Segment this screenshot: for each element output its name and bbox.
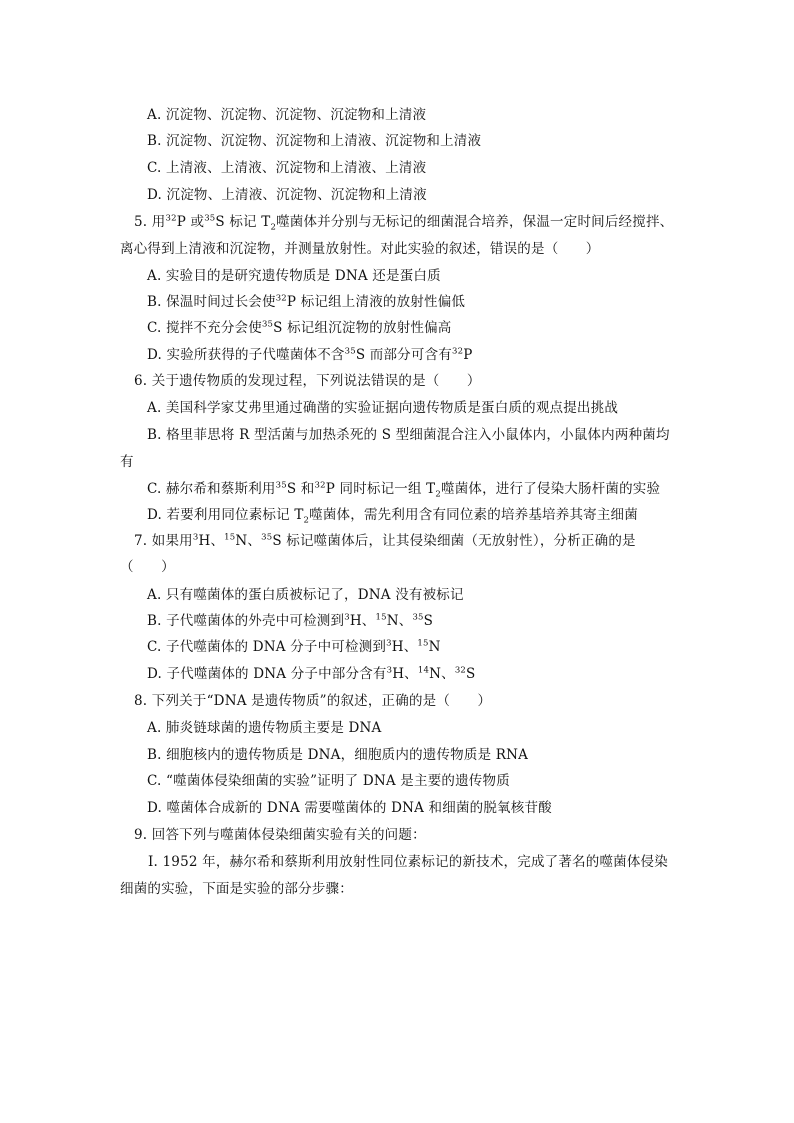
- q8-option-c: C. “噬菌体侵染细菌的实验”证明了 DNA 是主要的遗传物质: [147, 773, 510, 789]
- q8-stem: 8. 下列关于“DNA 是遗传物质”的叙述，正确的是（ ）: [134, 693, 492, 709]
- q5-option-d: D. 实验所获得的子代噬菌体不含$^{35}$S 而部分可含有$^{32}$P: [147, 346, 473, 363]
- q6-option-b-line1: B. 格里菲思将 R 型活菌与加热杀死的 S 型细菌混合注入小鼠体内，小鼠体内两种菌均: [147, 427, 670, 443]
- q5-option-c: C. 搅拌不充分会使$^{35}$S 标记组沉淀物的放射性偏高: [147, 319, 452, 336]
- q8-option-a: A. 肺炎链球菌的遗传物质主要是 DNA: [147, 720, 382, 736]
- q5-option-b: B. 保温时间过长会使$^{32}$P 标记组上清液的放射性偏低: [147, 293, 466, 310]
- q7-option-d: D. 子代噬菌体的 DNA 分子中部分含有$^3$H、$^{14}$N、$^{32}$S: [147, 665, 476, 682]
- q7-stem-paren: （ ）: [120, 559, 175, 575]
- q4-option-c: C. 上清液、上清液、沉淀物和上清液、上清液: [147, 160, 427, 176]
- q5-stem-line1: 5. 用$^{32}$P 或$^{35}$S 标记 $T_2$噬菌体并分别与无标记的细菌混合培养，保温一定时间后经搅拌、: [134, 213, 674, 233]
- q5-stem-line2: 离心得到上清液和沉淀物，并测量放射性。对此实验的叙述，错误的是（ ）: [120, 241, 600, 257]
- q6-option-d: D. 若要利用同位素标记 $T_2$噬菌体，需先利用含有同位素的培养基培养其寄主细菌: [147, 507, 638, 526]
- q5-option-a: A. 实验目的是研究遗传物质是 DNA 还是蛋白质: [147, 268, 441, 284]
- q6-option-a: A. 美国科学家艾弗里通过确凿的实验证据向遗传物质是蛋白质的观点提出挑战: [147, 400, 619, 416]
- q7-stem: 7. 如果用$^3$H、$^{15}$N、$^{35}$S 标记噬菌体后，让其侵染细菌（无放射性），分析正确的是: [134, 532, 636, 549]
- q6-stem: 6. 关于遗传物质的发现过程，下列说法错误的是（ ）: [134, 373, 481, 389]
- q8-option-d: D. 噬菌体合成新的 DNA 需要噬菌体的 DNA 和细菌的脱氧核苷酸: [147, 800, 552, 816]
- q8-option-b: B. 细胞核内的遗传物质是 DNA，细胞质内的遗传物质是 RNA: [147, 747, 529, 763]
- q7-option-b: B. 子代噬菌体的外壳中可检测到$^3$H、$^{15}$N、$^{35}$S: [147, 612, 434, 629]
- q9-stem: 9. 回答下列与噬菌体侵染细菌实验有关的问题：: [134, 827, 426, 843]
- q7-option-a: A. 只有噬菌体的蛋白质被标记了，DNA 没有被标记: [147, 587, 464, 603]
- q9-paragraph-line1: Ⅰ. 1952 年，赫尔希和蔡斯利用放射性同位素标记的新技术，完成了著名的噬菌体侵染: [148, 854, 668, 870]
- q4-option-a: A. 沉淀物、沉淀物、沉淀物、沉淀物和上清液: [147, 107, 427, 123]
- q6-option-b-line2: 有: [120, 454, 134, 470]
- q7-option-c: C. 子代噬菌体的 DNA 分子中可检测到$^3$H、$^{15}$N: [147, 638, 441, 655]
- q9-paragraph-line2: 细菌的实验，下面是实验的部分步骤：: [120, 881, 353, 897]
- q4-option-b: B. 沉淀物、沉淀物、沉淀物和上清液、沉淀物和上清液: [147, 133, 482, 149]
- q4-option-d: D. 沉淀物、上清液、沉淀物、沉淀物和上清液: [147, 187, 427, 203]
- q6-option-c: C. 赫尔希和蔡斯利用$^{35}$S 和$^{32}$P 同时标记一组 $T_2$噬菌体，进行了侵染大肠杆菌的实验: [147, 480, 661, 500]
